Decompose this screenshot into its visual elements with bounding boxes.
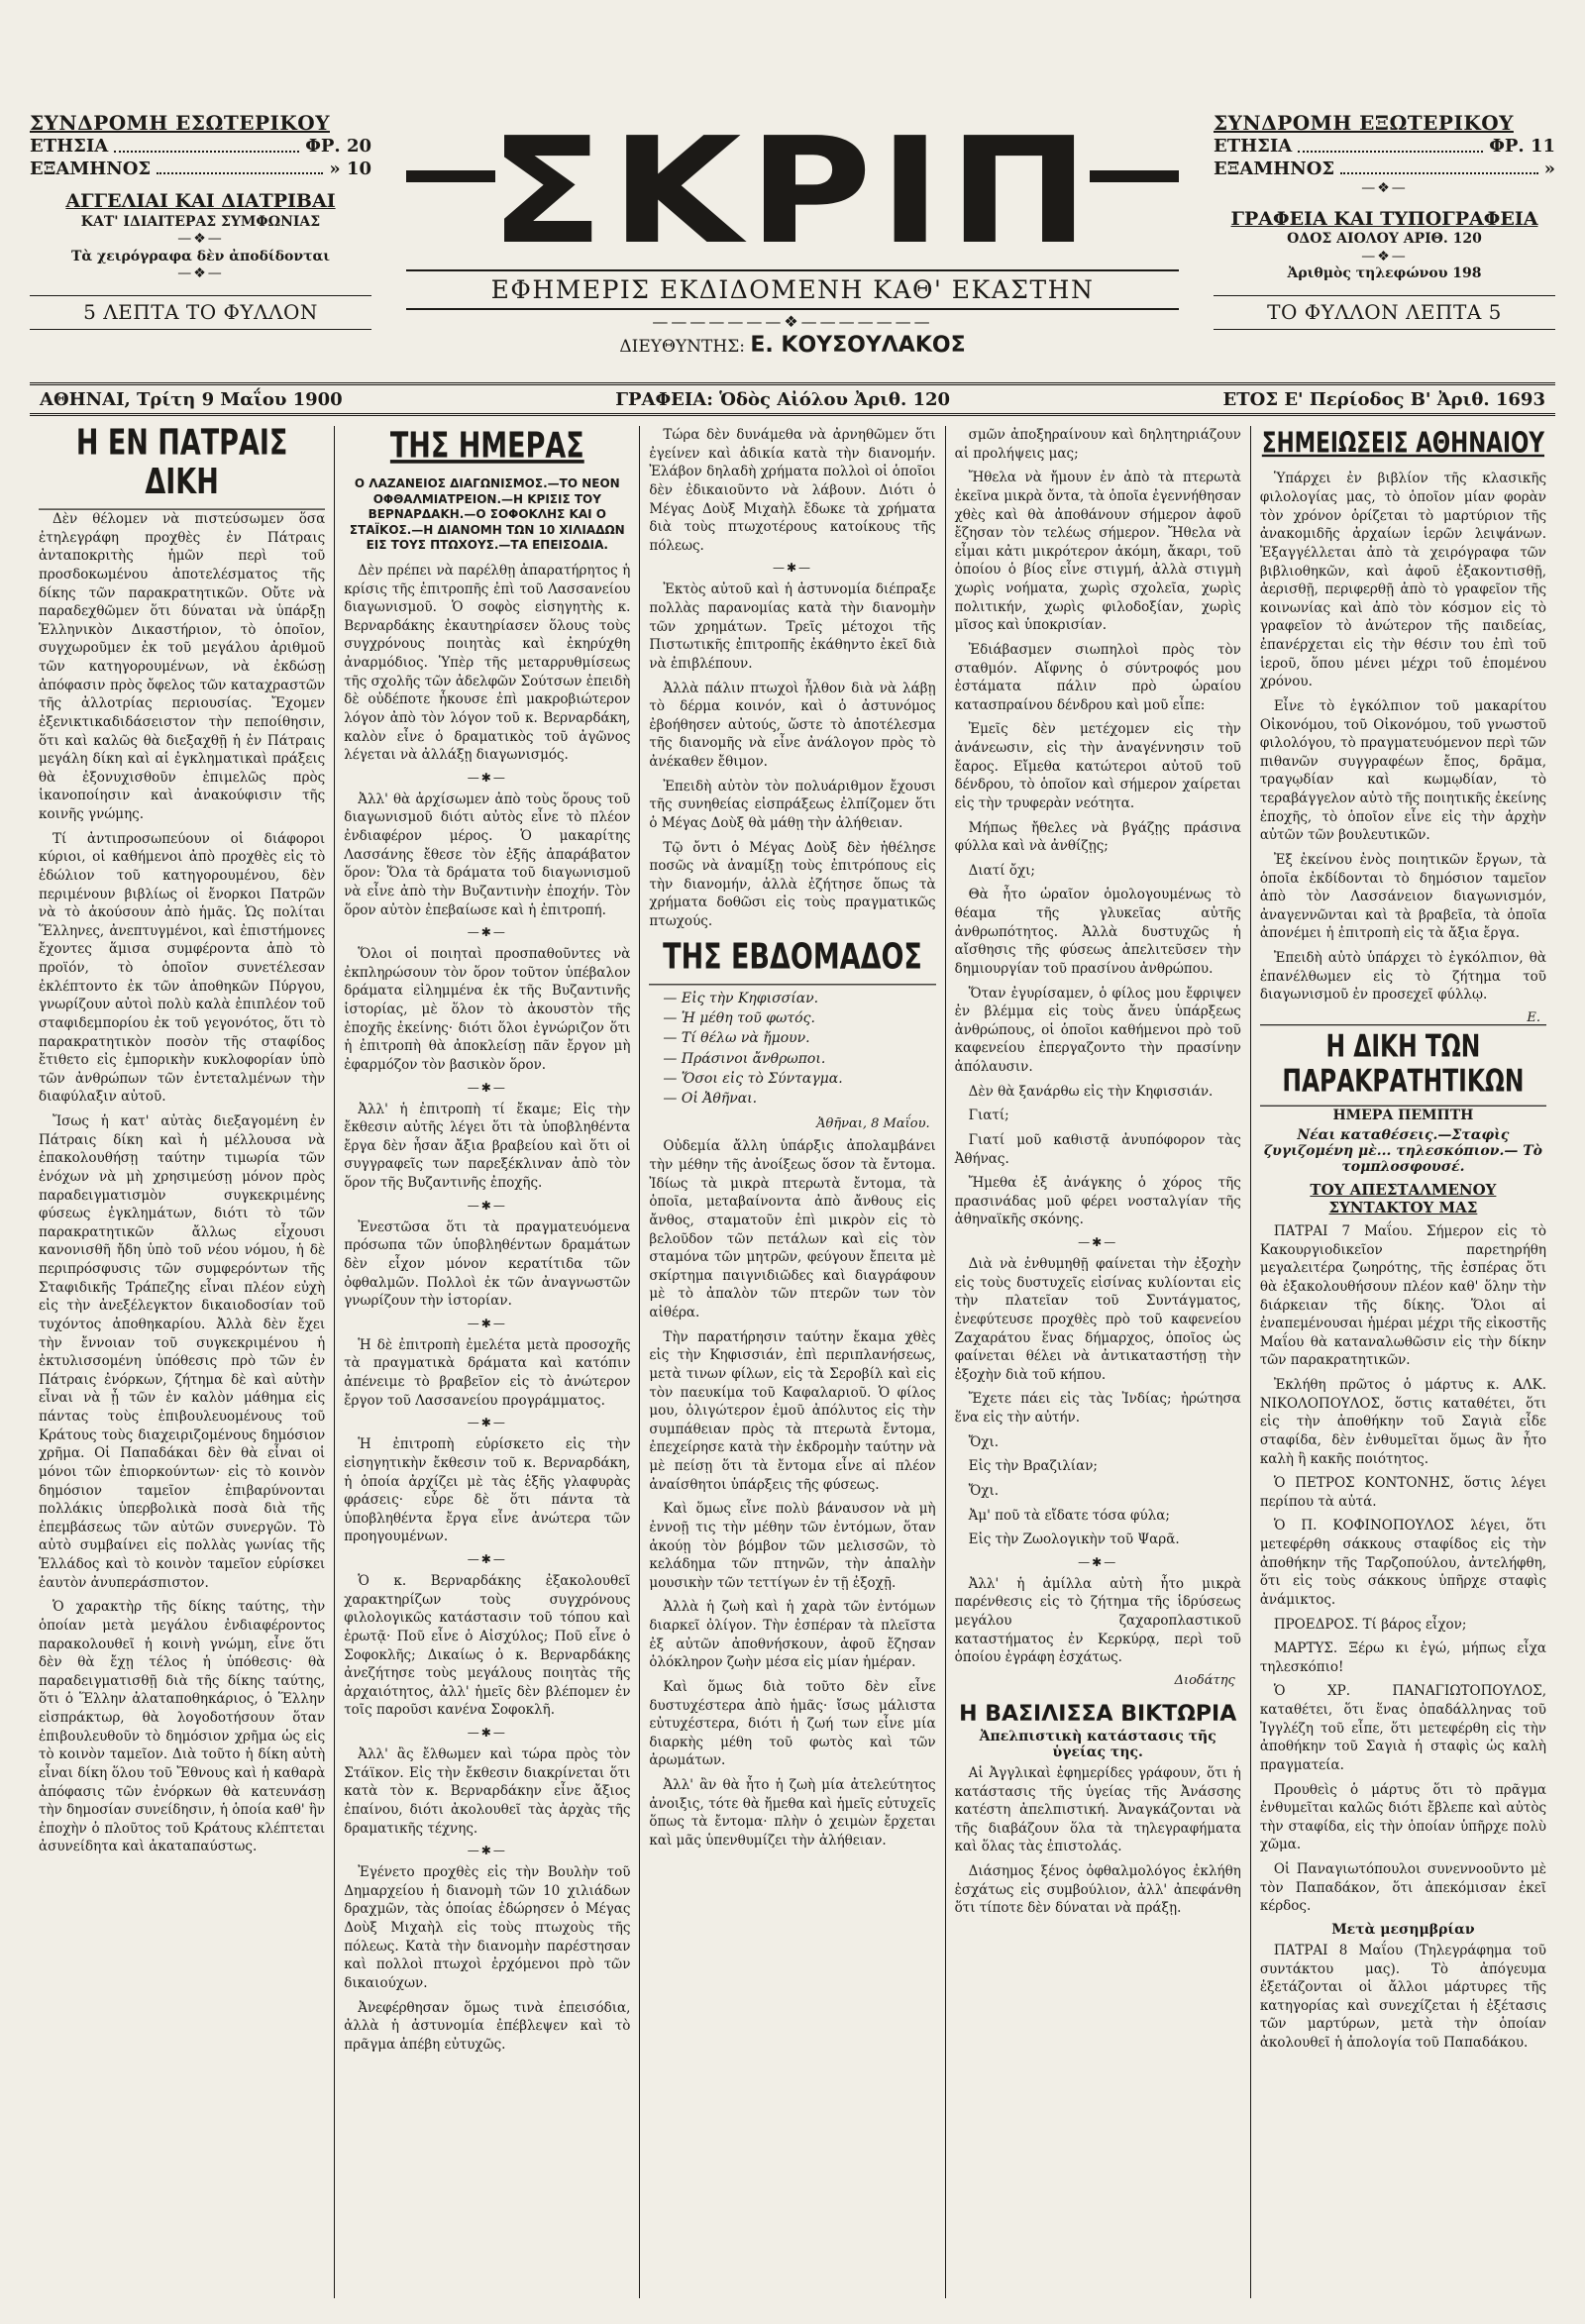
author-signature: Ε. <box>1527 1009 1541 1025</box>
queen-victoria-headline: Η ΒΑΣΙΛΙΣΣΑ ΒΙΚΤΩΡΙΑ <box>959 1701 1237 1727</box>
star-separator: —✱— <box>1078 1554 1118 1569</box>
foreign-subscription-box <box>1214 111 1555 330</box>
article-headline: ΤΗΣ ΗΜΕΡΑΣ <box>389 426 584 468</box>
masthead <box>30 106 1555 378</box>
price-line-right: ΤΟ ΦΥΛΛΟΝ ΛΕΠΤΑ 5 <box>1214 295 1555 330</box>
ornament-divider: —❖— <box>1361 248 1408 264</box>
article-paragraph: Τῷ ὄντι ὁ Μέγας Δοὺξ δὲν ἠθέλησε ποσῶς νὰ ἀναμίξῃ τοὺς ἐπιτρόπους εἰς τὴν διανομήν, ἀλλὰ ἐζήτησε ὅπως τὰ χρήματα δοθῶσι εἰς τοὺς πραγματικῶς πτωχούς. <box>649 839 936 929</box>
trial-subheadline: Νέαι καταθέσεις.—Σταφὶς ζυγιζομένη μὲ... τηλεσκόπιον.— Τὸ τομπλοσφουσέ. <box>1263 1127 1542 1176</box>
article-paragraph: Ἡ ἐπιτροπὴ εὑρίσκετο εἰς τὴν εἰσηγητικὴν ἔκθεσιν τοῦ κ. Βερναρδάκη, ἡ ὁποία ἀρχίζει μὲ τὰς ἑξῆς γλαφυρὰς φράσεις· εὗρε δὲ ὅτι πάντα τὰ ὑποβληθέντα ἔργα εἶνε ἀνώτερα τῶν προηγουμένων. <box>344 1436 631 1545</box>
article-headline: ΣΗΜΕΙΩΣΕΙΣ ΑΘΗΝΑΙΟΥ <box>1261 426 1544 460</box>
article-paragraph: σμῶν ἀποξηραίνουν καὶ δηλητηριάζουν αἱ προλήψεις μας; <box>954 427 1241 462</box>
article-paragraph: Ἀλλ' ἡ ἐπιτροπὴ τί ἔκαμε; Εἰς τὴν ἔκθεσιν αὐτῆς λέγει ὅτι τὰ ὑποβληθέντα ἔργα δὲν ἦσαν ἄξια βραβείου καὶ ὅτι οἱ συγγραφεῖς των παρεξέκλιναν ἀπὸ τὸν ὅρον τῆς Βυζαντινῆς ἐποχῆς. <box>344 1101 631 1192</box>
masthead-center <box>386 106 1199 358</box>
ornament-divider: —❖— <box>1361 180 1408 196</box>
article-paragraph: Ὁ Π. ΚΟΦΙΝΟΠΟΥΛΟΣ λέγει, ὅτι μετεφέρθη σάκκους σταφίδος εἰς τὴν ἀποθήκην τῆς Ταρζοπούλου, ἀντελήφθη, ὅτι εἰς τοὺς σάκκους ὑπῆρχε σταφὶς ἀνάμικτος. <box>1259 1518 1547 1608</box>
subscription-row-semiannual: ΕΞΑΜΗΝΟΣ » <box>1214 158 1555 179</box>
article-paragraph: ΠΑΤΡΑΙ 7 Μαΐου. Σήμερον εἰς τὸ Κακουργιοδικεῖον παρετηρήθη μεγαλειτέρα ζωηρότης, τῆς ἐσπέρας ὅτι θὰ ἐξακολουθήσουν πλέον καθ' ὅλην τὴν διάρκειαν τῆς δίκης. Ὅλοι αἱ ἐναπεμένουσαι ἡμέραι μέχρι τῆς εἰκοστῆς Μαΐου θὰ καταναλωθῶσιν εἰς τὴν δίκην τῶν παρακρατητικῶν. <box>1259 1223 1547 1369</box>
ornament-divider: —❖— <box>177 265 224 282</box>
star-separator: —✱— <box>467 925 507 940</box>
article-paragraph: Ἀλλ' θὰ ἀρχίσωμεν ἀπὸ τοὺς ὅρους τοῦ διαγωνισμοῦ διότι αὐτὸς εἶνε τὸ πλέον ἐνδιαφέρον μέρος. Ὁ μακαρίτης Λασσάνης ἔθεσε τὸν ἐξῆς ἀπαράβατον ὅρον: Ὅλα τὰ δράματα τοῦ διαγωνισμοῦ νὰ εἶνε ἀπὸ τὴν Βυζαντινὴν ἐποχήν. Τὸν ὅρον αὐτὸν ἐπεβαίωσε καὶ ἡ ἐπιτροπή. <box>344 791 631 918</box>
office-address: ΟΔΟΣ ΑΙΟΛΟΥ ΑΡΙΘ. 120 <box>1287 231 1482 248</box>
article-paragraph: Καὶ ὅμως διὰ τοῦτο δὲν εἶνε δυστυχέστερα ἀπὸ ἡμᾶς· ἴσως μάλιστα εὐτυχέστερα, διότι ἡ ζωή των εἶνε μία διαρκὴς μέθη τοῦ φωτὸς καὶ τῶν ἀρωμάτων. <box>649 1678 936 1769</box>
article-paragraph: Γιατί μοῦ καθιστᾷ ἀνυπόφορον τὰς Ἀθήνας. <box>954 1131 1241 1167</box>
article-paragraph: Ἀλλὰ ἡ ζωὴ καὶ ἡ χαρὰ τῶν ἐντόμων διαρκεῖ ὀλίγον. Τὴν ἑσπέραν τὰ πλεῖστα ἐξ αὐτῶν ἀποθνήσκουν, ἀφοῦ ἔζησαν ὁλόκληρον ζωὴν μέσα εἰς μίαν ἡμέραν. <box>649 1599 936 1671</box>
column-1 <box>30 426 335 2298</box>
article-paragraph: Ἐγένετο προχθὲς εἰς τὴν Βουλὴν τοῦ Δημαρχείου ἡ διανομὴ τῶν 10 χιλιάδων δραχμῶν, τὰς ὁποίας ἐδώρησεν ὁ Μέγας Δοὺξ Μιχαὴλ εἰς τοὺς πτωχοὺς τῆς πόλεως. Κατὰ τὴν διανομὴν παρέστησαν καὶ πολλοὶ πτωχοὶ ἐρχόμενοι πρὸ τῶν δικαιούχων. <box>344 1864 631 1991</box>
subscription-row-annual: ΕΤΗΣΙΑ ΦΡ. 20 <box>30 136 371 157</box>
article-paragraph: Ἤμεθα ἐξ ἀνάγκης ὁ χόρος τῆς πρασινάδας μοῦ φέρει νοσταλγίαν τῆς ἀθηναϊκῆς σκόνης. <box>954 1175 1241 1228</box>
article-paragraph: Διατί ὄχι; <box>968 862 1035 879</box>
article-paragraph: Ἀνεφέρθησαν ὅμως τινὰ ἐπεισόδια, ἀλλὰ ἡ ἀστυνομία ἐπέβλεψεν καὶ τὸ πρᾶγμα ἀπέβη εὐτυχῶς. <box>344 1999 631 2053</box>
article-paragraph: Ἀμ' ποῦ τὰ εἴδατε τόσα φύλα; <box>968 1507 1170 1524</box>
article-paragraph: Ἤθελα νὰ ἤμουν ἐν ἀπὸ τὰ πτερωτὰ ἐκεῖνα μικρὰ ὄντα, τὰ ὁποῖα ἐγεννήθησαν χθὲς καὶ θὰ ἀποθάνουν σήμερον ἀφοῦ ἔζησαν τὸν τελέως σήμερον. Ἤθελα νὰ εἶμαι κἀτι μικρότερον ἀκόμη, ἄκαρι, τοῦ ὁποίου ὁ βίος εἶνε στιγμή, ἀλλὰ στιγμὴ χωρὶς νοήματα, χωρὶς σχολεῖα, χωρὶς πολιτικήν, χωρὶς φιλοδοξίαν, χωρὶς μῖσος καὶ ὑποκρισίαν. <box>954 470 1241 634</box>
article-paragraph: Ὅταν ἐγυρίσαμεν, ὁ φίλος μου ἔφριψεν ἐν βλέμμα εἰς τοὺς ἄνευ ὑπάρξεως ἀνθρώπους, οἱ ὁποῖοι καθήμενοι πρὸ τοῦ καφενείου ἐπεργαζοντο τὴν πρασίνην ἀπόλαυσιν. <box>954 985 1241 1075</box>
offices-address: ΓΡΑΦΕΙΑ: Ὁδὸς Αἰόλου Ἀριθ. 120 <box>615 388 951 410</box>
article-paragraph: Ὄχι. <box>968 1433 1000 1450</box>
article-paragraph: Διάσημος ξένος ὀφθαλμολόγος ἐκλήθη ἐσχάτως εἰς συμβούλιον, ἀλλ' ἀπεφάνθη ὅτι τίποτε δὲν δύναται νὰ πράξῃ. <box>954 1863 1241 1917</box>
article-paragraph: Δὲν θὰ ξανάρθω εἰς τὴν Κηφισσιάν. <box>968 1083 1214 1100</box>
issue-number: ΕΤΟΣ Ε' Περίοδος Β' Ἀριθ. 1693 <box>1222 388 1545 410</box>
article-paragraph: Ἡ δὲ ἐπιτροπὴ ἐμελέτα μετὰ προσοχῆς τὰ πραγματικὰ δράματα καὶ κατόπιν ἀπένειμε τὸ βραβεῖον εἰς τὸ ἀνώτερον ἔργον τοῦ Λασσανείου προγράμματος. <box>344 1336 631 1409</box>
article-paragraph: ΠΑΤΡΑΙ 8 Μαΐου (Τηλεγράφημα τοῦ συντάκτου μας). Τὸ ἀπόγευμα ἐξετάζονται οἱ ἄλλοι μάρτυρες τῆς κατηγορίας καὶ συνεχίζεται ἡ ἐξέτασις τῶν μαρτύρων, μετὰ τὴν ὁποίαν ἀκολουθεῖ ἡ ἀπολογία τοῦ Παπαδάκου. <box>1259 1942 1547 2052</box>
trial-byline: ΤΟΥ ΑΠΕΣΤΑΛΜΕΝΟΥ ΣΥΝΤΑΚΤΟΥ ΜΑΣ <box>1310 1181 1497 1217</box>
star-separator: —✱— <box>467 1726 507 1741</box>
star-separator: —✱— <box>772 561 813 576</box>
subscription-row-annual: ΕΤΗΣΙΑ ΦΡ. 11 <box>1214 136 1555 157</box>
article-paragraph: Ὁ ΠΕΤΡΟΣ ΚΟΝΤΟΝΗΣ, ὅστις λέγει περίπου τὰ αὐτά. <box>1259 1475 1547 1510</box>
price-line-left: 5 ΛΕΠΤΑ ΤΟ ΦΥΛΛΟΝ <box>30 295 371 330</box>
column-5 <box>1251 426 1555 2298</box>
star-separator: —✱— <box>467 1552 507 1567</box>
contents-item: — Πράσινοι ἄνθρωποι. <box>663 1049 935 1069</box>
contents-item: — Ὅσοι εἰς τὸ Σύνταγμα. <box>663 1069 935 1089</box>
foreign-subscription-heading: ΣΥΝΔΡΟΜΗ ΕΞΩΤΕΡΙΚΟΥ <box>1214 111 1514 135</box>
article-paragraph: Διὰ νὰ ἐνθυμηθῇ φαίνεται τὴν ἐξοχὴν εἰς τοὺς δυστυχεῖς εἰσίνας κυλίονται εἰς τὴν πλατεῖαν τοῦ Συντάγματος, ἐνεφύτευσε προχθὲς πρὸ τοῦ καφενείου Ζαχαράτου ἕνας δήμαρχος, ὁποῖος ὡς φαίνεται θέλει νὰ ἀντικαταστήσῃ τὴν ἐξοχὴν διὰ τοῦ κήπου. <box>954 1256 1241 1383</box>
trial-headline: Η ΔΙΚΗ ΤΩΝ ΠΑΡΑΚΡΑΤΗΤΙΚΩΝ <box>1260 1024 1546 1107</box>
article-paragraph: Ἀλλ' ἡ ἀμίλλα αὐτὴ ἦτο μικρὰ παρένθεσις εἰς τὸ ζήτημα τῆς ἱδρύσεως μεγάλου ζαχαροπλαστικοῦ καταστήματος ἐν Κερκύρᾳ, περὶ τοῦ ὁποίου ἐγράφη ἐσχάτως. <box>954 1575 1241 1666</box>
article-paragraph: Ὁ χαρακτὴρ τῆς δίκης ταύτης, τὴν ὁποίαν μετὰ μεγάλου ἐνδιαφέροντος παρακολουθεῖ ἡ κοινὴ γνώμη, εἶνε ὅτι δὲν θὰ ἔχῃ τέλος ἡ ὑπόθεσις· θὰ παραδειγματισθῇ διὰ τῆς δίκης ταύτης, ὅτι ὁ Ἕλλην ἀλαταποθηκάριος, ὁ Ἕλλην εἰσπράκτωρ, θὰ λογοδοτήσουν ὅταν ἐπιβουλευθοῦν τὸ δημόσιον χρῆμα ὡς εἰς τὸ κοινὸν ταμεῖον. Διὰ τοῦτο ἡ δίκη αὐτὴ εἶναι δίκη ὅλου τοῦ Ἔθνους καὶ ἡ καθαρὰ ἀπόφασις τῶν ἐνόρκων θὰ κατευνάσῃ τὴν δημοσίαν συνείδησιν, ἡ ὁποία καθ' ἣν ἐποχὴν ὁ πλοῦτος τοῦ Κράτους κλέπτεται ἀσυνείδητα καὶ ἀκαταπαύστως. <box>39 1599 326 1855</box>
article-paragraph: Ὁ ΧΡ. ΠΑΝΑΓΙΩΤΟΠΟΥΛΟΣ, καταθέτει, ὅτι ἕνας ὀπαδάλληνας τοῦ Ἰγγλέζη τοῦ εἶπε, ὅτι μετεφέρθη εἰς τὴν ἀποθήκην τοῦ Σαγιὰ ἡ σταφὶς ὡς καλὴ πραγματεία. <box>1259 1683 1547 1773</box>
article-paragraph: Θὰ ἦτο ὡραῖον ὁμολογουμένως τὸ θέαμα τῆς γλυκεῖας αὐτῆς ἀνθρωπότητος. Ἀλλὰ δυστυχῶς ἡ αἴσθησις τῆς φύσεως ἀπελιτεῦσεν τὴν δημιουργίαν τοῦ πρασίνου ἀνθρώπου. <box>954 887 1241 977</box>
article-paragraph: ΠΡΟΕΔΡΟΣ. Τί βάρος εἶχον; <box>1273 1616 1467 1633</box>
manuscripts-note: Τὰ χειρόγραφα δὲν ἀποδίδονται <box>70 248 331 264</box>
article-paragraph: Ἴσως ἡ κατ' αὐτὰς διεξαγομένη ἐν Πάτραις δίκη καὶ ἡ μέλλουσα νὰ ἐπακολουθήσῃ ταύτην τιμωρία τῶν ἐνόχων νὰ μὴ χρησιμεύσῃ μόνον πρὸς παραδειγματισμὸν συγκεκριμένης φύσεως ἐγκλημάτων, διότι τὸ τῶν παρακρατητικῶν ἄλλως εἶχουσι κανονισθῆ ἤδη ὑπὸ τοῦ νέου νόμου, ἡ δὲ περιπρόσφυσις τῶν συμφερόντων τῆς Σταφιδικῆς Τράπεζης εἶναι πλέον εὐχὴ εἰς τὴν ἀνεξέλεγκτον δικαιοδοσίαν τοῦ τυχόντος ἀποθηκαρίου. Ἀλλὰ δὲν ἔχει τὴν ἔννοιαν τοῦ συγκεκριμένου ἡ ἐκτυλισσομένη ὑπόθεσις πρὸ τῶν ἐν Πάτραις ἐνόρκων, ζήτημα δὲ καὶ αὐτὴν εἶναι νὰ ᾖ τῶν ἐν καλὸν μάθημα εἰς πάντας τοὺς ἐπιβουλευομένους τοῦ Κράτους τοὺς διαχειριζομένους δημόσιον χρῆμα. Οἱ Παπαδάκαι δὲν θὰ εἶναι οἱ μόνοι τῶν ἐπιορκούντων· εἰς τὸ κοινὸν δημόσιον ταμεῖον ἐπιβαρύνονται πολλάκις ὑπερβολικὰ ποσὰ διὰ τῆς ἐπεμβάσεως τῶν αὐτῶν συνεργῶν. Τὸ αὐτὸ συμβαίνει εἰς πολλὰς γωνίας τῆς Ἑλλάδος καὶ τὸ κοινὸν ταμεῖον εὑρίσκει ἑαυτὸν ἀνυπεράσπιστον. <box>39 1113 326 1591</box>
article-paragraph: Εἰς τὴν Βραζιλίαν; <box>968 1458 1098 1475</box>
section-headline: ΤΗΣ ΕΒΔΟΜΑΔΟΣ <box>649 932 935 985</box>
article-paragraph: Ὑπάρχει ἐν βιβλίον τῆς κλασικῆς φιλολογίας μας, τὸ ὁποῖον μίαν φορὰν τὸν χρόνον ὁρίζεται τὸ μαρτύριον τῆς ἀνακομιδῆς ἀρχαίων ἱερῶν λειψάνων. Ἐξαγγέλλεται ἀπὸ τὰ χειρόγραφα τῶν βιβλιοθηκῶν, καὶ ἀφοῦ ἐξακοντισθῇ, ἀερισθῇ, περιφερθῇ ἀπὸ τὸ γραφεῖον τῆς κοινωνίας καὶ ἀπὸ τὸν κόσμον εἰς τὸ γραφεῖον τὸ ἀνώτερον τῆς παιδείας, ἐπανέρχεται εἰς τὴν θέσιν του ἐπὶ τοῦ ἱεροῦ, ὅπου μένει μέχρι τοῦ ἑπομένου χρόνου. <box>1259 471 1547 690</box>
article-paragraph: Δὲν πρέπει νὰ παρέλθῃ ἀπαρατήρητος ἡ κρίσις τῆς ἐπιτροπῆς ἐπὶ τοῦ Λασσανείου διαγωνισμοῦ. Ὁ σοφὸς εἰσηγητὴς κ. Βερναρδάκης ἐκαυτηρίασεν ὅλους τοὺς συγχρόνους ποιητὰς καὶ ἐκηρύχθη ἀναρμόδιος. Ὑπὲρ τῆς μεταρρυθμίσεως τῆς σχολῆς τῶν ἀδελφῶν Σούτσων ἐπειδὴ δὲ οὐδέποτε ἦκουσε ἐπὶ μακροβιώτερον λόγον ἀπὸ τὸν λόγον τοῦ κ. Βερναρδάκη, καλὸν εἶνε ὁ δραματικὸς τοῦ ἀγῶνος λέγεται νὰ ἀλλάξῃ διαγωνισμός. <box>344 562 631 764</box>
article-paragraph: Τὴν παρατήρησιν ταύτην ἔκαμα χθὲς εἰς τὴν Κηφισσιάν, ἐπὶ περιπλανήσεως, μετὰ τινων φίλων, εἰς τὰ Σεροβίλ καὶ εἰς τὸν παευκίμα τοῦ Καφαλαριοῦ. Ὁ φίλος μου, ὀλιγώτερον ἐμοῦ ἀπόλυτος εἰς τὴν συμπάθειαν πρὸς τὰ πτερωτὰ ἔντομα, ἐπεχείρησε κατὰ τὴν ἐκδρομὴν ταύτην νὰ μὲ πείσῃ ὅτι τὰ ἔντομα εἶνε αἱ πλέον ἀναίσθητοι ὑπάρξεις τῆς φύσεως. <box>649 1328 936 1493</box>
star-separator: —✱— <box>1078 1235 1118 1249</box>
star-separator: —✱— <box>467 1416 507 1430</box>
article-paragraph: Ὄχι. <box>968 1482 1000 1499</box>
ornament-divider: —❖— <box>177 231 224 248</box>
article-paragraph: Οἱ Παναγιωτόπουλοι συνεννοοῦντο μὲ τὸν Παπαδάκον, ὅτι ἀπεκόμισαν ἐκεῖ κέρδος. <box>1259 1861 1547 1915</box>
queen-victoria-subhead: Ἀπελπιστικὴ κατάστασις τῆς ὑγείας της. <box>979 1728 1216 1760</box>
director-line: ΔΙΕΥΘΥΝΤΗΣ: Ε. ΚΟΥΣΟΥΛΑΚΟΣ <box>619 333 966 358</box>
article-paragraph: Ἀλλὰ πάλιν πτωχοὶ ἦλθον διὰ νὰ λάβῃ τὸ δέρμα κοινόν, καὶ ὁ ἀστυνόμος ἐβοήθησεν αὐτούς, ὥστε τὸ ἀποτέλεσμα τῆς διανομῆς νὰ εἶνε ἀνάλογον πρὸς τὸ ἀνέκαθεν ἔθιμον. <box>649 680 936 770</box>
article-paragraph: Δὲν θέλομεν νὰ πιστεύσωμεν ὅσα ἐτηλεγράφη προχθὲς ἐν Πάτραις ἀνταποκριτὴς ἡμῶν περὶ τοῦ προσδοκωμένου ἀποτελέσματος τῆς δίκης τῶν παρακρατητικῶν. Οὔτε νὰ παραδεχθῶμεν ὅτι δύναται νὰ ὑπάρξῃ Ἑλληνικὸν Δικαστήριον, τὸ ὁποῖον, συγχωροῦμεν ἐκ τοῦ μεγάλου ἀριθμοῦ τῶν κατηγορουμένων, νὰ ἐκδώσῃ ἀπόφασιν πρὸς ὄφελος τῶν καταχραστῶν τῆς ἀλλοτρίας περιουσίας. Ἔχομεν ἐξενικτικαδιδάσειστον τὴν πεποίθησιν, ὅτι καὶ καλῶς θὰ διεξαχθῇ ἡ ἐν Πάτραις μεγάλη δίκη καὶ αἱ ἐγκληματικαὶ πράξεις θὰ ἐξονυχισθοῦν ἐπιμελῶς πρὸς ἱκανοποίησιν καὶ ἀνακούφισιν τῆς κοινῆς γνώμης. <box>39 511 326 822</box>
article-paragraph: Ἐξ ἐκείνου ἐνὸς ποιητικῶν ἔργων, τὰ ὁποῖα ἐκδίδονται τὸ δημόσιον ταμεῖον ἀπὸ τὸν Λασσάνειον διαγωνισμόν, ἀναγεννῶνται καὶ τὰ βραβεῖα, τὰ ὁποῖα ἀπονέμει ἡ ἐπιτροπὴ εἰς τὰ ἄξια ἔργα. <box>1259 851 1547 942</box>
column-2 <box>335 426 640 2298</box>
contents-item: — Ἡ μέθη τοῦ φωτός. <box>663 1008 935 1028</box>
article-paragraph: Αἱ Ἀγγλικαὶ ἐφημερίδες γράφουν, ὅτι ἡ κατάστασις τῆς ὑγείας τῆς Ἀνάσσης κατέστη ἀπελπιστική. Ἀναγκάζονται νὰ τῆς διαβάζουν ὅλα τὰ τηλεγραφήματα καὶ ὅλας τὰς ἐπιστολάς. <box>954 1764 1241 1855</box>
article-paragraph: Ἐκλήθη πρῶτος ὁ μάρτυς κ. ΑΛΚ. ΝΙΚΟΛΟΠΟΥΛΟΣ, ὅστις καταθέτει, ὅτι εἰς τὴν ἀποθήκην τοῦ Σαγιὰ εἶδε σταφίδα, δὲν ἐνθυμεῖται ὅμως ἂν ἦτο καλὴ ἢ κακῆς ποιότητος. <box>1259 1377 1547 1467</box>
article-paragraph: Ἐμεῖς δὲν μετέχομεν εἰς τὴν ἀνάνεωσιν, εἰς τὴν ἀναγέννησιν τοῦ ἔαρος. Εἴμεθα κατώτεροι αὐτοῦ τοῦ δένδρου, τὸ ὁποῖον καὶ σήμερον χαίρεται εἰς τὴν τρυφερὰν νεότητα. <box>954 721 1241 811</box>
article-paragraph: Ἐκτὸς αὐτοῦ καὶ ἡ ἀστυνομία διέπραξε πολλὰς παρανομίας κατὰ τὴν διανομὴν τῶν χρημάτων. Τρεῖς μέτοχοι τῆς Πιστωτικῆς ἐπιτροπῆς ἐκάθηντο ἐκεῖ διὰ νὰ ἐπιβλέπουν. <box>649 581 936 672</box>
article-columns <box>30 426 1555 2298</box>
star-separator: —✱— <box>467 1316 507 1330</box>
dateline-signature: Ἀθῆναι, 8 Μαΐου. <box>816 1116 930 1132</box>
phone-number: Ἀριθμὸς τηλεφώνου 198 <box>1287 265 1482 282</box>
section-contents-list <box>663 989 935 1109</box>
contents-item: — Τί θέλω νὰ ἤμουν. <box>663 1028 935 1048</box>
star-separator: —✱— <box>467 1844 507 1858</box>
article-paragraph: Εἶνε τὸ ἐγκόλπιον τοῦ μακαρίτου Οἰκονόμου, τοῦ Οἰκονόμου, τοῦ γνωστοῦ φιλολόγου, τὸ πραγματευόμενον περὶ τῶν πιθανῶν συγγραφέων ἔπος, δρᾶμα, τραγῳδίαν καὶ κωμῳδίαν, τὸ τεραβάγγελον αὐτὸ τῆς ποιητικῆς ἐκείνης ἐποχῆς, τὸ ὁποῖον εἶνε εἰς τὴν ἀρχὴν αὐτῶν τῶν βουλευτικῶν. <box>1259 697 1547 844</box>
trial-day: ΗΜΕΡΑ ΠΕΜΠΤΗ <box>1332 1108 1474 1124</box>
ads-note: ΚΑΤ' ΙΔΙΑΙΤΕΡΑΣ ΣΥΜΦΩΝΙΑΣ <box>80 213 321 230</box>
star-separator: —✱— <box>467 1080 507 1095</box>
article-paragraph: Ἐδιάβασμεν σιωπηλοὶ πρὸς τὸν σταθμόν. Αἴφνης ὁ σύντροφός μου ἐστάματα πάλιν πρὸ ὡραίου κατασπραίνου δένδρου καὶ μοῦ εἶπε: <box>954 641 1241 713</box>
column-3 <box>640 426 945 2298</box>
newspaper-title: ΣΚΡΙΠ <box>488 106 1097 276</box>
contents-item: — Οἱ Ἀθῆναι. <box>663 1089 935 1109</box>
ads-heading: ΑΓΓΕΛΙΑΙ ΚΑΙ ΔΙΑΤΡΙΒΑΙ <box>65 190 336 212</box>
star-separator: —✱— <box>467 1198 507 1213</box>
article-headline: Η ΕΝ ΠΑΤΡΑΙΣ ΔΙΚΗ <box>39 426 325 510</box>
dateline <box>30 382 1555 416</box>
subscription-row-semiannual: ΕΞΑΜΗΝΟΣ » 10 <box>30 158 371 179</box>
article-paragraph: Ὁ κ. Βερναρδάκης ἐξακολουθεῖ χαρακτηρίζων τοὺς συγχρόνους φιλολογικῶς κατάστασιν τοῦ τόπου καὶ ἐρωτᾷ· Ποῦ εἶνε ὁ Αἰσχύλος; Ποῦ εἶνε ὁ Σοφοκλῆς; Δικαίως ὁ κ. Βερναρδάκης ἀνεζήτησε τοὺς μεγάλους ποιητὰς τῆς ἀρχαιότητος, ἀλλ' ἡμεῖς δὲν βλέπομεν ἐν τοῖς παροῦσι κανένα Σοφοκλῆ. <box>344 1573 631 1719</box>
article-paragraph: Εἰς τὴν Ζωολογικὴν τοῦ Ψαρᾶ. <box>968 1532 1180 1548</box>
afternoon-subhead: Μετὰ μεσημβρίαν <box>1331 1921 1475 1938</box>
article-paragraph: Οὐδεμία ἄλλη ὑπάρξις ἀπολαμβάνει τὴν μέθην τῆς ἀνοίξεως ὅσον τὰ ἔντομα. Ἰδίως τὰ μικρὰ πτερωτὰ ἔντομα, τὰ ὁποῖα, μεταβαίνοντα ἀπὸ ἄνθους εἰς ἄνθος, σταματοῦν ἐπὶ μικρὸν εἰς τὸ βελοῦδον τῶν πετάλων καὶ εἰς τὸν σταμόνα τῶν μητρῶν, φεύγουν ἔπειτα μὲ σκίρτημα παιγνιδιῶδες καὶ διαγράφουν μὲ τὸ ἀπαλὸν τῶν πτερῶν των τὸν αἰθέρα. <box>649 1138 936 1321</box>
newspaper-subtitle: ΕΦΗΜΕΡΙΣ ΕΚΔΙΔΟΜΕΝΗ ΚΑΘ' ΕΚΑΣΤΗΝ <box>406 269 1179 310</box>
star-separator: —✱— <box>467 770 507 785</box>
office-heading: ΓΡΑΦΕΙΑ ΚΑΙ ΤΥΠΟΓΡΑΦΕΙΑ <box>1230 207 1538 230</box>
article-paragraph: Ὅλοι οἱ ποιηταὶ προσπαθοῦντες νὰ ἐκπληρώσουν τὸν ὅρον τοῦτον ὑπέβαλον δράματα εἰλημμένα ἐκ τῆς Βυζαντινῆς ἱστορίας, μὲ ὅλον τὸ ἀκουστὸν τῆς ἐποχῆς ἐκείνης· διότι ὅλοι ἐγνώριζον ὅτι ἡ ἐπιτροπὴ θὰ ἀποκλείσῃ πᾶν ἔργον μὴ ἐφαρμόζον τὸν βασικὸν ὅρον. <box>344 946 631 1073</box>
article-paragraph: Ἐπειδὴ αὐτὸ ὑπάρχει τὸ ἐγκόλπιον, θὰ ἐπανέλθωμεν εἰς τὸ ζήτημα τοῦ διαγωνισμοῦ ἐν προσεχεῖ φύλλῳ. <box>1259 950 1547 1004</box>
column-4 <box>946 426 1251 2298</box>
article-paragraph: Τώρα δὲν δυνάμεθα νὰ ἀρνηθῶμεν ὅτι ἐγείνεν καὶ ἀδικία κατὰ τὴν διανομήν. Ἐλάβον δηλαδὴ χρήματα πολλοὶ οἱ ὁποῖοι δὲν ἐδικαιοῦντο νὰ λάβουν. Διότι ὁ Μέγας Δοὺξ Μιχαὴλ ἔδωκε τὰ χρήματα διὰ τοὺς πτωχοτέρους κατοίκους τῆς πόλεως. <box>649 427 936 554</box>
domestic-subscription-heading: ΣΥΝΔΡΟΜΗ ΕΣΩΤΕΡΙΚΟΥ <box>30 111 330 135</box>
article-paragraph: Ἐπειδὴ αὐτὸν τὸν πολυάριθμον ἔχουσι τῆς συνηθείας εἰσπράξεως ἐλπίζομεν ὅτι ὁ Μέγας Δοὺξ θὰ μάθῃ τὴν ἀλήθειαν. <box>649 778 936 831</box>
contents-item: — Εἰς τὴν Κηφισσίαν. <box>663 989 935 1008</box>
article-summary: Ο ΛΑΖΑΝΕΙΟΣ ΔΙΑΓΩΝΙΣΜΟΣ.—ΤΟ ΝΕΟΝ ΟΦΘΑΛΜΙΑΤΡΕΙΟΝ.—Η ΚΡΙΣΙΣ ΤΟΥ ΒΕΡΝΑΡΔΑΚΗ.—Ο ΣΟΦΟΚΛΗΣ ΚΑΙ Ο ΣΤΑΪΚΟΣ.—Η ΔΙΑΝΟΜΗ ΤΩΝ 10 ΧΙΛΙΑΔΩΝ ΕΙΣ ΤΟΥΣ ΠΤΩΧΟΥΣ.—ΤΑ ΕΠΕΙΣΟΔΙΑ. <box>349 476 625 553</box>
article-paragraph: Τί ἀντιπροσωπεύουν οἱ διάφοροι κύριοι, οἱ καθήμενοι ἀπὸ προχθὲς εἰς τὸ ἑδώλιον τοῦ κατηγορουμένου, δὲν περιμένουν βιβλίως οἱ ἔνορκοι Πατρῶν νὰ τὸ ἀκούσουν ἀπὸ ἡμᾶς. Ὡς πολίται Ἕλληνες, ἀνεπτυγμένοι, καὶ ἐπιστήμονες ἔχοντες ἅμισα συμφέροντα ἀπὸ τὸ προϊόν, τὸ ὁποῖον συνετέλεσαν ἐκλέπτοντο ἐκ τῶν ἀποθηκῶν Πύργου, γνωρίζουν αὐτοὶ πολὺ καλὰ ἐπιπλέον τοῦ σταφιδεμπορίου ἐκ τοῦ γεγονότος, ὅτι τὸ παρακρατητικὸν ποσὸν τῆς σταφίδος ἔτιθετο εἰς ἐμπορικὴν κυκλοφορίαν ὑπὸ τῶν ἀνθρώπων τῶν ἐντεταλμένων τὴν διαφύλαξιν αὐτοῦ. <box>39 830 326 1106</box>
article-paragraph: Ἀλλ' ἂν θὰ ἦτο ἡ ζωὴ μία ἀτελεύτητος ἀνοιξις, τότε θὰ ἤμεθα καὶ ἡμεῖς εὐτυχεῖς ὅπως τὰ ἔντομα· πλὴν ὁ χειμὼν ἔρχεται καὶ μᾶς ὑπενθυμίζει τὴν ἀλήθειαν. <box>649 1777 936 1849</box>
article-paragraph: Ἀλλ' ἂς ἔλθωμεν καὶ τώρα πρὸς τὸν Στάϊκον. Εἰς τὴν ἔκθεσιν διακρίνεται ὅτι κατὰ τὸν κ. Βερναρδάκην εἶνε ἄξιος ἐπαίνου, διότι ἀκολουθεῖ τὰς ἀρχὰς τῆς δραματικῆς τέχνης. <box>344 1746 631 1837</box>
article-paragraph: Γιατί; <box>968 1108 1009 1124</box>
article-paragraph: Προυθεὶς ὁ μάρτυς ὅτι τὸ πρᾶγμα ἐνθυμεῖται καλῶς διότι ἔβλεπε καὶ αὐτὸς τὴν σταφίδα, εἰς τὴν ὁποίαν ὑπῆρχε πολὺ χῶμα. <box>1259 1781 1547 1853</box>
article-paragraph: Καὶ ὅμως εἶνε πολὺ βάναυσον νὰ μὴ ἐννοῇ τις τὴν μέθην τῶν ἐντόμων, ὅταν ἀκούῃ τὸν βόμβον τῶν μελισσῶν, τὸ κελάδημα τῶν πτηνῶν, τὴν ἀπαλὴν μουσικὴν τῶν τεττίγων ἐν τῇ ἐξοχῇ. <box>649 1501 936 1591</box>
issue-date: ΑΘΗΝΑΙ, Τρίτη 9 Μαΐου 1900 <box>40 388 343 410</box>
domestic-subscription-box <box>30 111 371 330</box>
article-paragraph: ΜΑΡΤΥΣ. Ξέρω κι ἐγώ, μήπως εἶχα τηλεσκόπιο! <box>1259 1640 1547 1675</box>
article-paragraph: Μήπως ἤθελες νὰ βγάζῃς πράσινα φύλλα καὶ νὰ ἀνθίζῃς; <box>954 819 1241 855</box>
article-paragraph: Ἔχετε πάει εἰς τὰς Ἰνδίας; ἠρώτησα ἕνα εἰς τὴν αὐτήν. <box>954 1391 1241 1426</box>
author-signature: Διοδάτης <box>1174 1672 1235 1688</box>
article-paragraph: Ἐνεστῶσα ὅτι τὰ πραγματευόμενα πρόσωπα τῶν ὑποβληθέντων δραμάτων δὲν εἶχον μόνον κερατίτιδα τῶν ὀφθαλμῶν. Πολλοὶ ἐκ τῶν ἀναγνωστῶν γνωρίζουν τὴν ἱστορίαν. <box>344 1218 631 1310</box>
director-name: Ε. ΚΟΥΣΟΥΛΑΚΟΣ <box>750 333 966 358</box>
ornament-divider: ———————❖——————— <box>652 312 933 331</box>
